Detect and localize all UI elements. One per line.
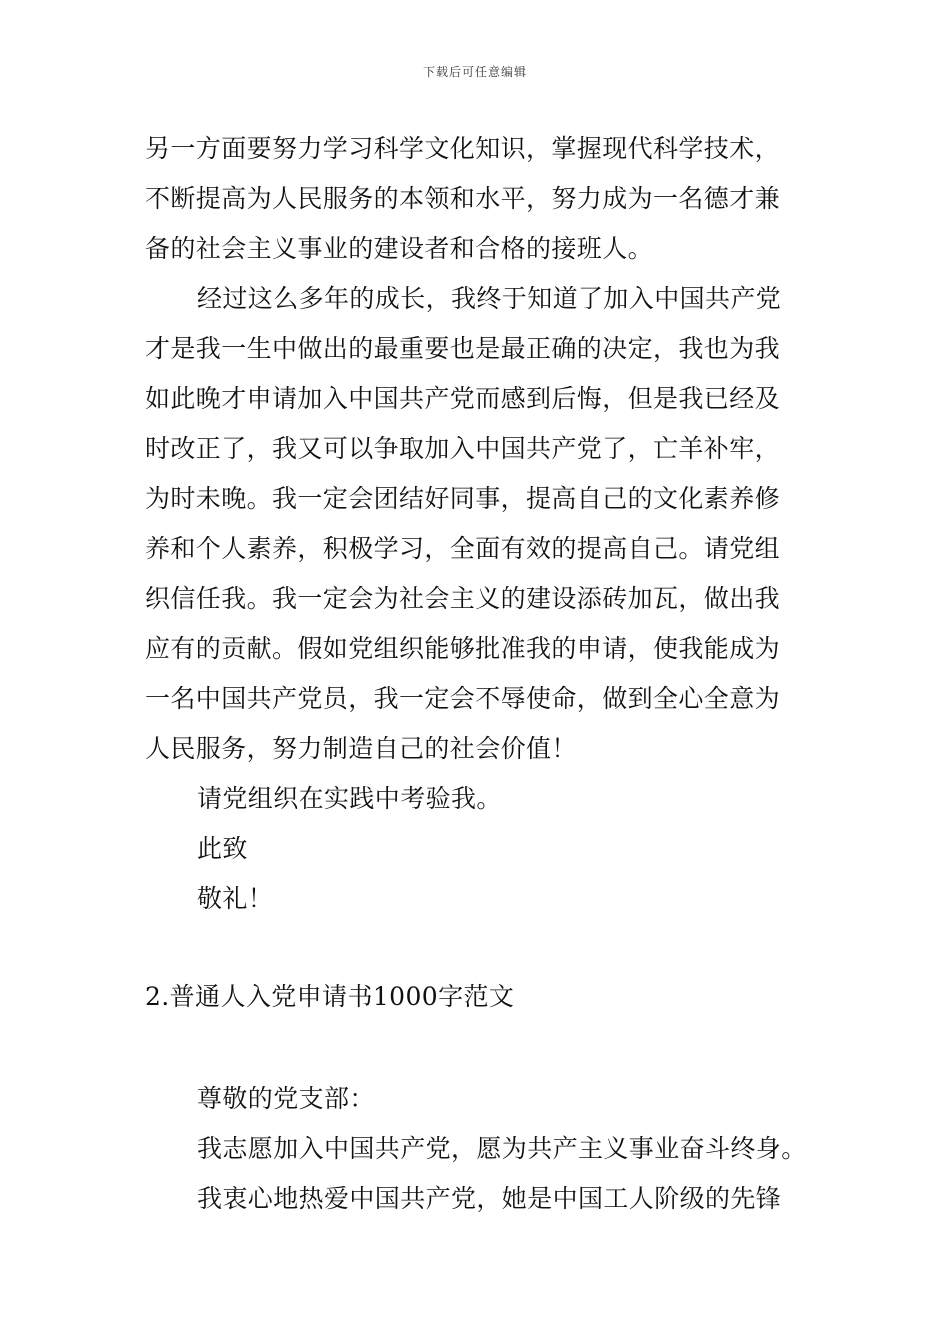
salutation: 尊敬的党支部： [197,1084,375,1113]
spacer [145,924,807,972]
text-line: 经过这么多年的成长，我终于知道了加入中国共产党 [197,284,782,313]
document-body [145,124,807,1224]
text-line: 我衷心地热爱中国共产党，她是中国工人阶级的先锋 [197,1184,782,1213]
closing-line: 敬礼！ [197,884,274,913]
section-heading: 2.普通人入党申请书1000字范文 [145,982,515,1011]
text-line: 为时未晚。我一定会团结好同事，提高自己的文化素养修 [145,484,781,513]
text-line: 不断提高为人民服务的本领和水平，努力成为一名德才兼 [145,184,781,213]
text-line: 织信任我。我一定会为社会主义的建设添砖加瓦，做出我 [145,584,781,613]
text-line: 备的社会主义事业的建设者和合格的接班人。 [145,234,654,263]
text-line: 应有的贡献。假如党组织能够批准我的申请，使我能成为 [145,634,781,663]
spacer [145,1022,807,1074]
text-line: 请党组织在实践中考验我。 [197,784,502,813]
text-line: 才是我一生中做出的最重要也是最正确的决定，我也为我 [145,334,781,363]
text-line: 一名中国共产党员，我一定会不辱使命，做到全心全意为 [145,684,781,713]
text-line: 另一方面要努力学习科学文化知识，掌握现代科学技术， [145,134,781,163]
text-line: 如此晚才申请加入中国共产党而感到后悔，但是我已经及 [145,384,781,413]
text-line: 时改正了，我又可以争取加入中国共产党了，亡羊补牢， [145,434,781,463]
page-header: 下载后可任意编辑 [422,65,527,79]
closing-line: 此致 [197,834,248,863]
text-line: 我志愿加入中国共产党，愿为共产主义事业奋斗终身。 [197,1134,807,1163]
text-line: 人民服务，努力制造自己的社会价值！ [145,734,577,763]
text-line: 养和个人素养，积极学习，全面有效的提高自己。请党组 [145,534,781,563]
